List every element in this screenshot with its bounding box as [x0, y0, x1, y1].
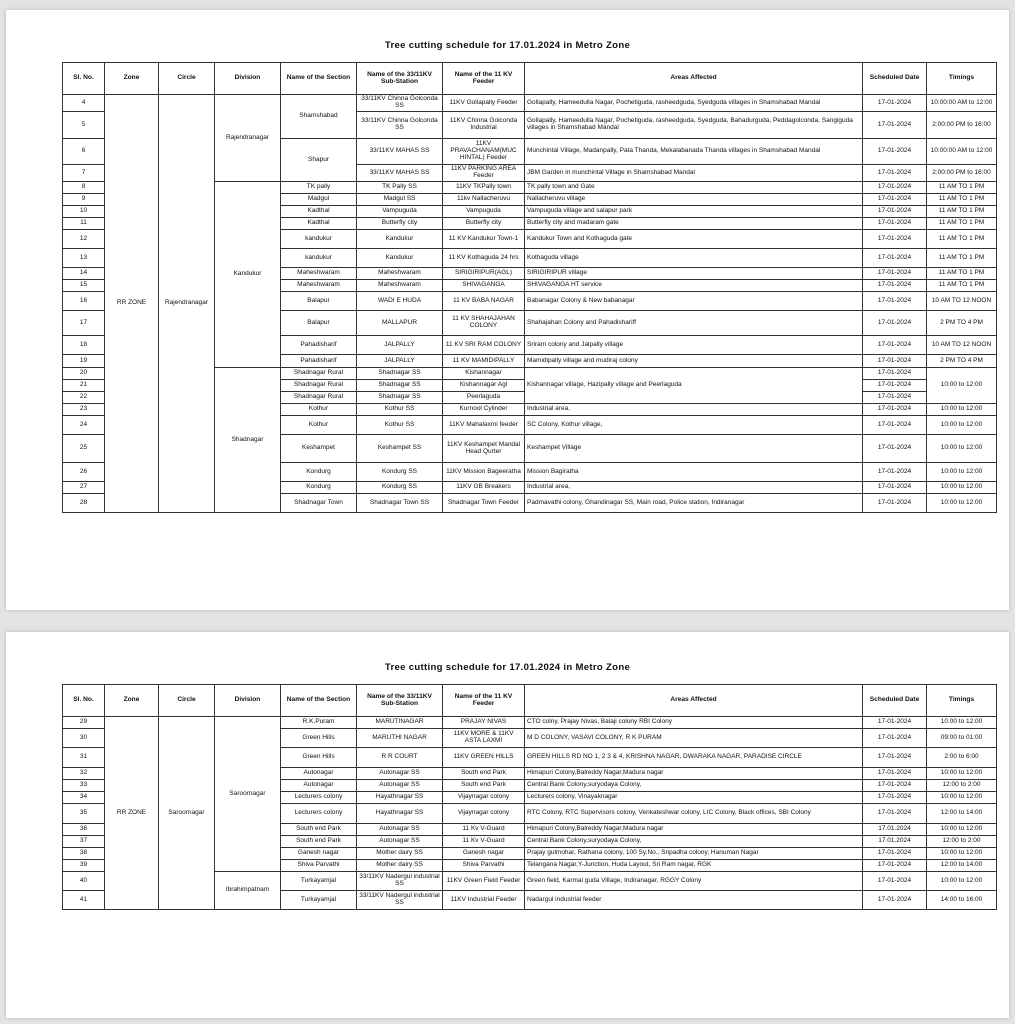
cell-section: Kondurg	[281, 482, 357, 494]
cell-time: 11 AM TO 1 PM	[927, 206, 997, 218]
cell-substation: JALPALLY	[357, 336, 443, 355]
cell-sl: 24	[63, 416, 105, 435]
cell-feeder: Ganesh nagar	[443, 848, 525, 860]
cell-areas: Industrial area,	[525, 404, 863, 416]
header-substation: Name of the 33/11KV Sub-Station	[357, 685, 443, 717]
cell-areas: M D COLONY, VASAVI COLONY, R K PURAM	[525, 729, 863, 748]
cell-time: 14:00 to 16:00	[927, 891, 997, 910]
cell-sl: 37	[63, 836, 105, 848]
cell-sl: 34	[63, 792, 105, 804]
cell-sl: 35	[63, 804, 105, 824]
cell-areas: Nallacheruvu village	[525, 194, 863, 206]
schedule-table	[62, 62, 997, 513]
cell-date: 17-01-2024	[863, 112, 927, 139]
cell-time: 11 AM TO 1 PM	[927, 194, 997, 206]
cell-time: 10:00 to 12:00	[927, 494, 997, 513]
cell-feeder: 11 KV Kothaguda 24 hrs	[443, 249, 525, 268]
cell-time: 09:00 to 01:00	[927, 729, 997, 748]
cell-date: 17-01-2024	[863, 268, 927, 280]
cell-substation: Kandukur	[357, 249, 443, 268]
cell-sl: 23	[63, 404, 105, 416]
cell-feeder: 11KV PARKING AREA Feeder	[443, 165, 525, 182]
cell-date: 17-01-2024	[863, 404, 927, 416]
cell-time: 10 AM TO 12 NOON	[927, 292, 997, 311]
cell-feeder: 11KV GB Breakers	[443, 482, 525, 494]
cell-substation: 33/11KV Chinna Golconda SS	[357, 112, 443, 139]
header-timings: Timings	[927, 685, 997, 717]
cell-feeder: Vampuguda	[443, 206, 525, 218]
cell-substation: Keshampet SS	[357, 435, 443, 463]
cell-sl: 29	[63, 717, 105, 729]
cell-areas: SC Colony, Kothur village,	[525, 416, 863, 435]
cell-sl: 36	[63, 824, 105, 836]
cell-areas: Sriram colony and Jalpally village	[525, 336, 863, 355]
cell-time: 11 AM TO 1 PM	[927, 268, 997, 280]
cell-areas: Himapuri Colony,Balreddy Nagar,Madura nagar	[525, 768, 863, 780]
cell-section: South end Park	[281, 836, 357, 848]
cell-substation: Shadnagar SS	[357, 368, 443, 380]
cell-section: Kothur	[281, 404, 357, 416]
page-title: Tree cutting schedule for 17.01.2024 in Metro Zone	[384, 40, 631, 51]
cell-time: 10:00 to 12:00	[927, 872, 997, 891]
cell-areas: Kishannagar village, Hazipally village and Peerlaguda	[525, 368, 863, 404]
cell-feeder: Peerlaguda	[443, 392, 525, 404]
cell-feeder: Kurnool Cylinder	[443, 404, 525, 416]
cell-areas: SHIVAGANGA HT service	[525, 280, 863, 292]
header-sl-no: Sl. No.	[63, 685, 105, 717]
cell-feeder: SHIVAGANGA	[443, 280, 525, 292]
cell-sl: 21	[63, 380, 105, 392]
cell-section: Balapur	[281, 292, 357, 311]
cell-date: 17.01.2024	[863, 824, 927, 836]
cell-time: 10:00 to 12:00	[927, 435, 997, 463]
cell-sl: 10	[63, 206, 105, 218]
cell-feeder: South end Park	[443, 780, 525, 792]
cell-section: Shadnagar Rural	[281, 392, 357, 404]
cell-section: Kothur	[281, 416, 357, 435]
cell-time: 10:00 to 12:00	[927, 404, 997, 416]
cell-section: kandukur	[281, 249, 357, 268]
cell-sl: 16	[63, 292, 105, 311]
cell-date: 17-01-2024	[863, 182, 927, 194]
cell-division: Kandukur	[215, 182, 281, 368]
cell-section: Autonagar	[281, 768, 357, 780]
cell-substation: Shadnagar SS	[357, 380, 443, 392]
cell-feeder: Shadnagar Town Feeder	[443, 494, 525, 513]
cell-areas: GREEN HILLS RD NO 1, 2 3 & 4, KRISHNA NAGAR, DWARAKA NAGAR, PARADISE CIRCLE	[525, 748, 863, 768]
cell-areas: Prajay gulmohar, Rathana colony, 100 Sy.No., Sripadha colony, Hanuman Nagar	[525, 848, 863, 860]
cell-substation: Kothur SS	[357, 416, 443, 435]
cell-time: 12:00 to 14:00	[927, 804, 997, 824]
cell-section: Shadnagar Rural	[281, 380, 357, 392]
cell-areas: Himapuri Colony,Balreddy Nagar,Madura nagar	[525, 824, 863, 836]
cell-section: Turkayamjal	[281, 872, 357, 891]
cell-feeder: 11KV Chinna Golconda Industrial	[443, 112, 525, 139]
header-substation: Name of the 33/11KV Sub-Station	[357, 63, 443, 95]
cell-areas: Keshampet Village	[525, 435, 863, 463]
cell-section: Turkayamjal	[281, 891, 357, 910]
cell-sl: 28	[63, 494, 105, 513]
cell-time: 10:00 to 12:00	[927, 824, 997, 836]
cell-substation: Hayathnagar SS	[357, 804, 443, 824]
cell-areas: RTC Colony, RTC Supervisors colony, Venkateshwar colony, LIC Colony, Black offices, SBI Colony	[525, 804, 863, 824]
header-circle: Circle	[159, 63, 215, 95]
cell-sl: 7	[63, 165, 105, 182]
cell-areas: Mission Bagiratha	[525, 463, 863, 482]
cell-time: 10:00 to 12:00	[927, 368, 997, 404]
cell-areas: Butterfly city and madaram gate	[525, 218, 863, 230]
header-feeder: Name of the 11 KV Feeder	[443, 685, 525, 717]
cell-time: 2:00:00 PM to 16:00	[927, 165, 997, 182]
cell-date: 17-01-2024	[863, 355, 927, 368]
cell-section: Pahadisharif	[281, 355, 357, 368]
cell-areas: Industrial area,	[525, 482, 863, 494]
cell-division: Rajendranagar	[215, 95, 281, 182]
cell-sl: 14	[63, 268, 105, 280]
cell-date: 17-01-2024	[863, 717, 927, 729]
cell-date: 17-01-2024	[863, 380, 927, 392]
cell-feeder: 11 KV SRI RAM COLONY	[443, 336, 525, 355]
cell-sl: 25	[63, 435, 105, 463]
cell-areas: Babanagar Colony & New babanagar	[525, 292, 863, 311]
cell-time: 11 AM TO 1 PM	[927, 182, 997, 194]
cell-time: 10:00 to 12:00	[927, 848, 997, 860]
cell-date: 17-01-2024	[863, 139, 927, 165]
cell-section: Keshampet	[281, 435, 357, 463]
cell-date: 17-01-2024	[863, 416, 927, 435]
cell-date: 17-01-2024	[863, 206, 927, 218]
cell-date: 17-01-2024	[863, 95, 927, 112]
cell-date: 17-01-2024	[863, 230, 927, 249]
cell-substation: Autonagar SS	[357, 824, 443, 836]
cell-feeder: 11KV Keshampet Mandal Head Qurter	[443, 435, 525, 463]
cell-feeder: PRAJAY NIVAS	[443, 717, 525, 729]
cell-date: 17-01-2024	[863, 463, 927, 482]
cell-section: Green Hills	[281, 748, 357, 768]
cell-section: Shadnagar Town	[281, 494, 357, 513]
cell-time: 11 AM TO 1 PM	[927, 218, 997, 230]
cell-date: 17-01-2024	[863, 872, 927, 891]
cell-feeder: 11KV TKPally town	[443, 182, 525, 194]
cell-time: 2 PM TO 4 PM	[927, 311, 997, 336]
header-date: Scheduled Date	[863, 63, 927, 95]
cell-circle: Saroornagar	[159, 717, 215, 910]
cell-date: 17-01-2024	[863, 368, 927, 380]
cell-section: Maheshwaram	[281, 268, 357, 280]
cell-time: 11 AM TO 1 PM	[927, 230, 997, 249]
cell-date: 17-01-2024	[863, 280, 927, 292]
cell-areas: Central Bank Colony,suryodaya Colony,	[525, 780, 863, 792]
cell-sl: 18	[63, 336, 105, 355]
cell-sl: 40	[63, 872, 105, 891]
header-feeder: Name of the 11 KV Feeder	[443, 63, 525, 95]
cell-substation: WADI E HUDA	[357, 292, 443, 311]
cell-time: 10:00 to 12:00	[927, 792, 997, 804]
cell-date: 17-01-2024	[863, 748, 927, 768]
cell-substation: Mother dairy SS	[357, 860, 443, 872]
cell-areas: SIRIGIRIPUR village	[525, 268, 863, 280]
cell-feeder: 11KV GREEN HILLS	[443, 748, 525, 768]
cell-section: Kadthal	[281, 206, 357, 218]
cell-substation: Autonagar SS	[357, 780, 443, 792]
header-section: Name of the Section	[281, 685, 357, 717]
cell-time: 12:00 to 14:00	[927, 860, 997, 872]
cell-sl: 15	[63, 280, 105, 292]
cell-time: 11 AM TO 1 PM	[927, 249, 997, 268]
cell-substation: MARUTHI NAGAR	[357, 729, 443, 748]
table-row	[63, 717, 997, 729]
cell-areas: Gollapally, Hameedulla Nagar, Pochetiguda, rasheedguda, Syedguda, Bahadurguda, Peddagolconda, Sangiguda villages in Shamshabad Mandal	[525, 112, 863, 139]
cell-date: 17-01-2024	[863, 218, 927, 230]
cell-date: 17-01-2024	[863, 435, 927, 463]
cell-section: kandukur	[281, 230, 357, 249]
cell-section: Shamshabad	[281, 95, 357, 139]
cell-division: Shadnagar	[215, 368, 281, 513]
cell-feeder: 11KV Green Field Feeder	[443, 872, 525, 891]
cell-section: Maheshwaram	[281, 280, 357, 292]
cell-feeder: 11KV PRAVACHANAM(MUC HINTAL) Feeder	[443, 139, 525, 165]
cell-sl: 27	[63, 482, 105, 494]
cell-section: Kadthal	[281, 218, 357, 230]
cell-section: Autonagar	[281, 780, 357, 792]
cell-sl: 31	[63, 748, 105, 768]
cell-time: 10:00 to 12:00	[927, 768, 997, 780]
cell-circle: Rajendranagar	[159, 95, 215, 513]
cell-feeder: 11 KV Kandukur Town-1	[443, 230, 525, 249]
cell-areas: Kandukur Town and Kothaguda gate	[525, 230, 863, 249]
cell-section: Shiva Parvathi	[281, 860, 357, 872]
cell-substation: Maheshwaram	[357, 268, 443, 280]
cell-substation: 33/11KV Nadergul industrial SS	[357, 872, 443, 891]
cell-date: 17-01-2024	[863, 848, 927, 860]
cell-feeder: Vijaynagar colony	[443, 792, 525, 804]
cell-sl: 13	[63, 249, 105, 268]
cell-areas: Padmavathi colony, Ghandinagar SS, Main road, Police station, Indiranagar	[525, 494, 863, 513]
cell-areas: Kothaguda village	[525, 249, 863, 268]
cell-date: 17-01-2024	[863, 336, 927, 355]
cell-substation: Autonagar SS	[357, 768, 443, 780]
header-zone: Zone	[105, 63, 159, 95]
cell-substation: JALPALLY	[357, 355, 443, 368]
cell-feeder: 11 KV SHAHAJAHAN COLONY	[443, 311, 525, 336]
cell-division: Ibrahimpatnam	[215, 872, 281, 910]
cell-sl: 26	[63, 463, 105, 482]
table-row	[63, 95, 997, 112]
cell-section: Pahadisharif	[281, 336, 357, 355]
cell-section: South end Park	[281, 824, 357, 836]
header-zone: Zone	[105, 685, 159, 717]
cell-section: Green Hills	[281, 729, 357, 748]
cell-areas: CTO colny, Prajay Nivas, Balaji colony RBI Colony	[525, 717, 863, 729]
cell-substation: Kothur SS	[357, 404, 443, 416]
table-header-row	[63, 63, 997, 95]
cell-date: 17-01-2024	[863, 292, 927, 311]
cell-feeder: 11 Kv V-Guard	[443, 824, 525, 836]
table-header-row	[63, 685, 997, 717]
cell-zone: RR ZONE	[105, 95, 159, 513]
header-timings: Timings	[927, 63, 997, 95]
cell-feeder: 11kv Nallacheruvu	[443, 194, 525, 206]
cell-feeder: 11KV Industrial Feeder	[443, 891, 525, 910]
cell-areas: Lecturers colony, Vinayaknagar	[525, 792, 863, 804]
cell-time: 10:00 to 12:00	[927, 416, 997, 435]
cell-time: 10.00 to 12.00	[927, 717, 997, 729]
cell-feeder: South end Park	[443, 768, 525, 780]
cell-section: Lecturers colony	[281, 804, 357, 824]
cell-sl: 39	[63, 860, 105, 872]
cell-time: 2:00:00 PM to 16:00	[927, 112, 997, 139]
cell-sl: 6	[63, 139, 105, 165]
cell-substation: Vampuguda	[357, 206, 443, 218]
cell-substation: Shadnagar Town SS	[357, 494, 443, 513]
header-date: Scheduled Date	[863, 685, 927, 717]
cell-substation: Shadnagar SS	[357, 392, 443, 404]
cell-substation: Kondurg SS	[357, 463, 443, 482]
cell-section: Shapur	[281, 139, 357, 182]
cell-time: 10:00:00 AM to 12:00	[927, 95, 997, 112]
cell-sl: 11	[63, 218, 105, 230]
cell-date: 17-01-2024	[863, 482, 927, 494]
cell-time: 10:00:00 AM to 12:00	[927, 139, 997, 165]
cell-areas: Munchintal Village, Madanpally, Pata Thanda, Mekalabanada Thanda villages in Shamshabad Mandal	[525, 139, 863, 165]
cell-date: 17-01-2024	[863, 311, 927, 336]
cell-substation: Mother dairy SS	[357, 848, 443, 860]
cell-areas: Green field, Karmal guda Village, Indiranagar, RGGY Colony	[525, 872, 863, 891]
cell-sl: 20	[63, 368, 105, 380]
cell-areas: TK pally town and Gate	[525, 182, 863, 194]
header-division: Division	[215, 685, 281, 717]
cell-date: 17-01-2024	[863, 860, 927, 872]
cell-sl: 17	[63, 311, 105, 336]
cell-substation: TK Pally SS	[357, 182, 443, 194]
cell-feeder: Kishannagar Agl	[443, 380, 525, 392]
header-areas: Areas Affected	[525, 685, 863, 717]
cell-date: 17.01.2024	[863, 836, 927, 848]
cell-time: 11 AM TO 1 PM	[927, 280, 997, 292]
cell-date: 17-01-2024	[863, 768, 927, 780]
header-section: Name of the Section	[281, 63, 357, 95]
cell-substation: Autonagar SS	[357, 836, 443, 848]
cell-time: 12:00 to 2:00	[927, 780, 997, 792]
cell-areas: Vampuguda village and salapur park	[525, 206, 863, 218]
cell-date: 17-01-2024	[863, 804, 927, 824]
cell-substation: Kondurg SS	[357, 482, 443, 494]
cell-substation: Maheshwaram	[357, 280, 443, 292]
cell-substation: 33/11KV Chinna Golconda SS	[357, 95, 443, 112]
cell-feeder: 11 KV BABA NAGAR	[443, 292, 525, 311]
cell-date: 17-01-2024	[863, 891, 927, 910]
cell-substation: 33/11KV Nadergul industrial SS	[357, 891, 443, 910]
cell-substation: Hayathnagar SS	[357, 792, 443, 804]
cell-sl: 5	[63, 112, 105, 139]
header-sl-no: Sl. No.	[63, 63, 105, 95]
cell-date: 17-01-2024	[863, 165, 927, 182]
cell-time: 12:00 to 2:00	[927, 836, 997, 848]
cell-sl: 9	[63, 194, 105, 206]
cell-section: TK pally	[281, 182, 357, 194]
cell-time: 2:00 to 6:00	[927, 748, 997, 768]
cell-substation: R R COURT	[357, 748, 443, 768]
cell-sl: 4	[63, 95, 105, 112]
cell-feeder: Butterfly city	[443, 218, 525, 230]
cell-section: Kondurg	[281, 463, 357, 482]
cell-areas: Gollapally, Hameedulla Nagar, Pochetiguda, rasheedguda, Syedguda villages in Shamshabad Mandal	[525, 95, 863, 112]
cell-feeder: 11KV Mission Bageeratha	[443, 463, 525, 482]
cell-section: R.K.Puram	[281, 717, 357, 729]
cell-date: 17-01-2024	[863, 194, 927, 206]
cell-areas: Telangana Nagar,Y-Junction, Huda Layout, Sri Ram nagar, RGK	[525, 860, 863, 872]
cell-date: 17-01-2024	[863, 780, 927, 792]
cell-sl: 38	[63, 848, 105, 860]
cell-section: Lecturers colony	[281, 792, 357, 804]
cell-section: Ganesh nagar	[281, 848, 357, 860]
cell-date: 17-01-2024	[863, 494, 927, 513]
cell-sl: 19	[63, 355, 105, 368]
cell-feeder: Kishannagar	[443, 368, 525, 380]
cell-feeder: Shiva Parvathi	[443, 860, 525, 872]
cell-time: 2 PM TO 4 PM	[927, 355, 997, 368]
cell-feeder: 11KV MORE & 11KV ASTA LAXMI	[443, 729, 525, 748]
page-title: Tree cutting schedule for 17.01.2024 in Metro Zone	[384, 662, 631, 673]
header-circle: Circle	[159, 685, 215, 717]
cell-sl: 22	[63, 392, 105, 404]
cell-date: 17-01-2024	[863, 392, 927, 404]
cell-section: Shadnagar Rural	[281, 368, 357, 380]
cell-substation: Butterfly city	[357, 218, 443, 230]
cell-sl: 12	[63, 230, 105, 249]
cell-zone: RR ZONE	[105, 717, 159, 910]
cell-feeder: 11KV Mahalaxmi feeder	[443, 416, 525, 435]
cell-feeder: 11 KV MAMIDIPALLY	[443, 355, 525, 368]
schedule-page-1	[6, 10, 1009, 610]
cell-section: Balapur	[281, 311, 357, 336]
cell-substation: MARUTINAGAR	[357, 717, 443, 729]
header-division: Division	[215, 63, 281, 95]
cell-section: Madgul	[281, 194, 357, 206]
cell-substation: Kandukur	[357, 230, 443, 249]
cell-time: 10 AM TO 12 NOON	[927, 336, 997, 355]
cell-date: 17-01-2024	[863, 792, 927, 804]
cell-substation: 33/11KV MAHAS SS	[357, 139, 443, 165]
schedule-page-2	[6, 632, 1009, 1018]
cell-feeder: SIRIGIRIPUR(AGL)	[443, 268, 525, 280]
cell-sl: 30	[63, 729, 105, 748]
cell-date: 17-01-2024	[863, 249, 927, 268]
cell-areas: Mamidipally village and mudiraj colony	[525, 355, 863, 368]
cell-sl: 41	[63, 891, 105, 910]
cell-sl: 8	[63, 182, 105, 194]
cell-feeder: 11 Kv V-Guard	[443, 836, 525, 848]
header-areas: Areas Affected	[525, 63, 863, 95]
cell-sl: 32	[63, 768, 105, 780]
cell-feeder: Vijaynagar colony	[443, 804, 525, 824]
cell-date: 17-01-2024	[863, 729, 927, 748]
cell-substation: Madgul SS	[357, 194, 443, 206]
cell-areas: Nadargul industrial feeder	[525, 891, 863, 910]
cell-areas: Central Bank Colony,suryodaya Colony,	[525, 836, 863, 848]
cell-substation: MALLAPUR	[357, 311, 443, 336]
schedule-table	[62, 684, 997, 910]
cell-time: 10:00 to 12:00	[927, 482, 997, 494]
cell-feeder: 11KV Gollapally Feeder	[443, 95, 525, 112]
cell-substation: 33/11KV MAHAS SS	[357, 165, 443, 182]
cell-areas: Shahajahan Colony and Pahadishariff	[525, 311, 863, 336]
cell-division: Saroornagar	[215, 717, 281, 872]
cell-time: 10:00 to 12:00	[927, 463, 997, 482]
cell-sl: 33	[63, 780, 105, 792]
cell-areas: JBM Garden in munchintal Village in Shamshabad Mandal	[525, 165, 863, 182]
